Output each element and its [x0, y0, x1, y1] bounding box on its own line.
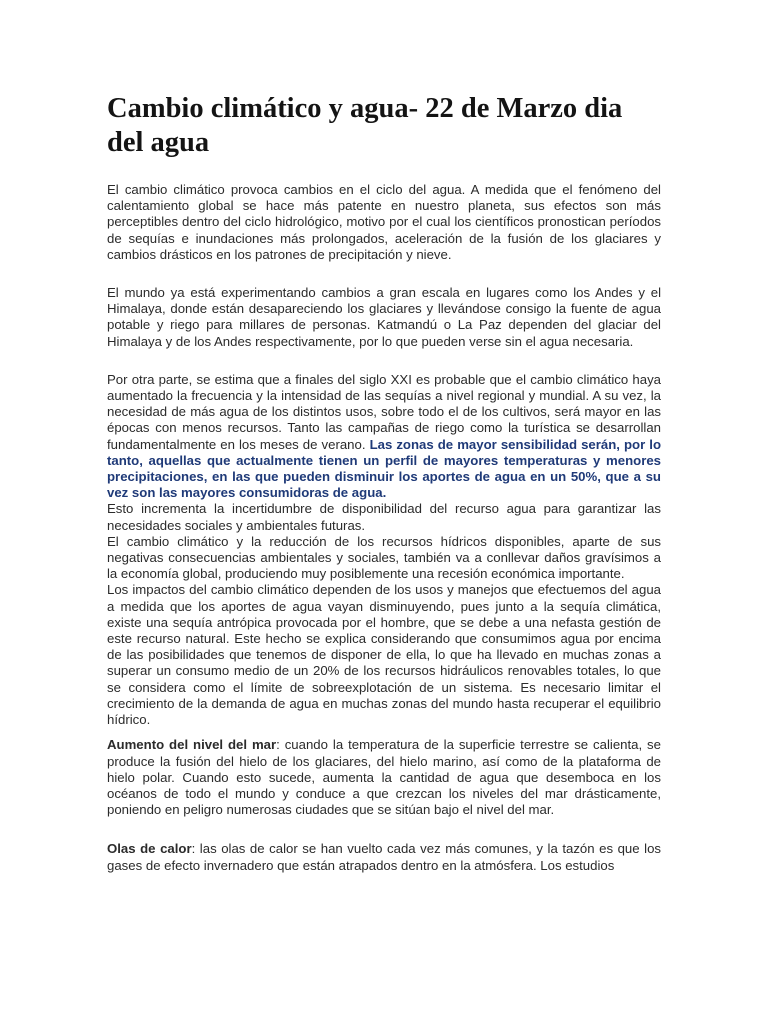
paragraph-nivel-mar-text: : cuando la temperatura de la superficie terrestre se calienta, se produce la fusión del hielo de los glaciares, del hielo marino, así como de la plataforma de hielo polar. Cuando esto sucede, aumenta la cantidad de agua que desemboca en los océanos de todo el mundo y conduce a que crezcan los niveles del mar drásticamente, poniendo en peligro numerosas ciudades que se sitúan bajo el nivel del mar. — [107, 737, 661, 818]
paragraph-siglo-xxi-text: Por otra parte, se estima que a finales del siglo XXI es probable que el cambio climático haya aumentado la frecuencia y la intensidad de las sequías a nivel regional y mundial. A su vez, la necesidad de más agua de los distintos usos, sobre todo el de los cultivos, será mayor en las épocas con menos recursos. Tanto las campañas de riego como la turística se desarrollan fundamentalmente en los meses de verano. — [107, 371, 661, 452]
emphasis-zonas-sensibilidad: Las zonas de mayor sensibilidad serán, por lo tanto, aquellas que actualmente tienen un perfil de mayores temperaturas y menores precipitaciones, en las que pueden disminuir los aportes de agua en un 50%, que a su vez son las mayores consumidoras de agua. — [107, 436, 662, 501]
paragraph-economia: El cambio climático y la reducción de los recursos hídricos disponibles, aparte de sus negativas consecuencias ambientales y sociales, también va a conllevar daños gravísimos a la economía global, produciendo muy posiblemente una recesión económica importante. — [107, 533, 661, 582]
paragraph-incertidumbre: Esto incrementa la incertidumbre de disponibilidad del recurso agua para garantizar las necesidades sociales y ambientales futuras. — [107, 501, 661, 533]
paragraph-siglo-xxi — [107, 372, 661, 502]
paragraph-olas-calor — [107, 841, 661, 873]
document-title: Cambio climático y agua- 22 de Marzo dia del agua — [107, 93, 623, 158]
heading-nivel-mar: Aumento del nivel del mar — [107, 737, 277, 753]
document-page — [107, 92, 661, 874]
heading-olas-calor: Olas de calor — [107, 841, 192, 857]
paragraph-nivel-mar — [107, 737, 661, 818]
paragraph-impactos: Los impactos del cambio climático dependen de los usos y manejos que efectuemos del agua a medida que los aportes de agua vayan disminuyendo, pues junto a la sequía climática, existe una sequía antrópica provocada por el hombre, que se debe a una nefasta gestión de este recurso natural. Este hecho se explica considerando que consumimos agua por encima de las posibilidades que tenemos de disponer de ella, lo que ha llevado en muchas zonas a superar un consumo medio de un 20% de los recursos hidráulicos renovables totales, lo que se considera como el límite de sobreexplotación de un sistema. Es necesario limitar el crecimiento de la demanda de agua en muchas zonas del mundo hasta recuperar el equilibrio hídrico. — [107, 582, 661, 728]
paragraph-andes-himalaya: El mundo ya está experimentando cambios a gran escala en lugares como los Andes y el Himalaya, donde están desapareciendo los glaciares y llevándose consigo la fuente de agua potable y riego para millares de personas. Katmandú o La Paz dependen del glaciar del Himalaya y de los Andes respectivamente, por lo que pueden verse sin el agua necesaria. — [107, 285, 661, 349]
paragraph-ciclo-agua: El cambio climático provoca cambios en el ciclo del agua. A medida que el fenómeno del calentamiento global se hace más patente en nuestro planeta, sus efectos son más perceptibles dentro del ciclo hidrológico, motivo por el cual los científicos pronostican períodos de sequías e inundaciones más prolongados, aceleración de la fusión de los glaciares y cambios drásticos en los patrones de precipitación y nieve. — [107, 182, 661, 262]
paragraph-olas-calor-text: : las olas de calor se han vuelto cada vez más comunes, y la tazón es que los gases de efecto invernadero que están atrapados dentro en la atmósfera. Los estudios — [107, 841, 661, 873]
